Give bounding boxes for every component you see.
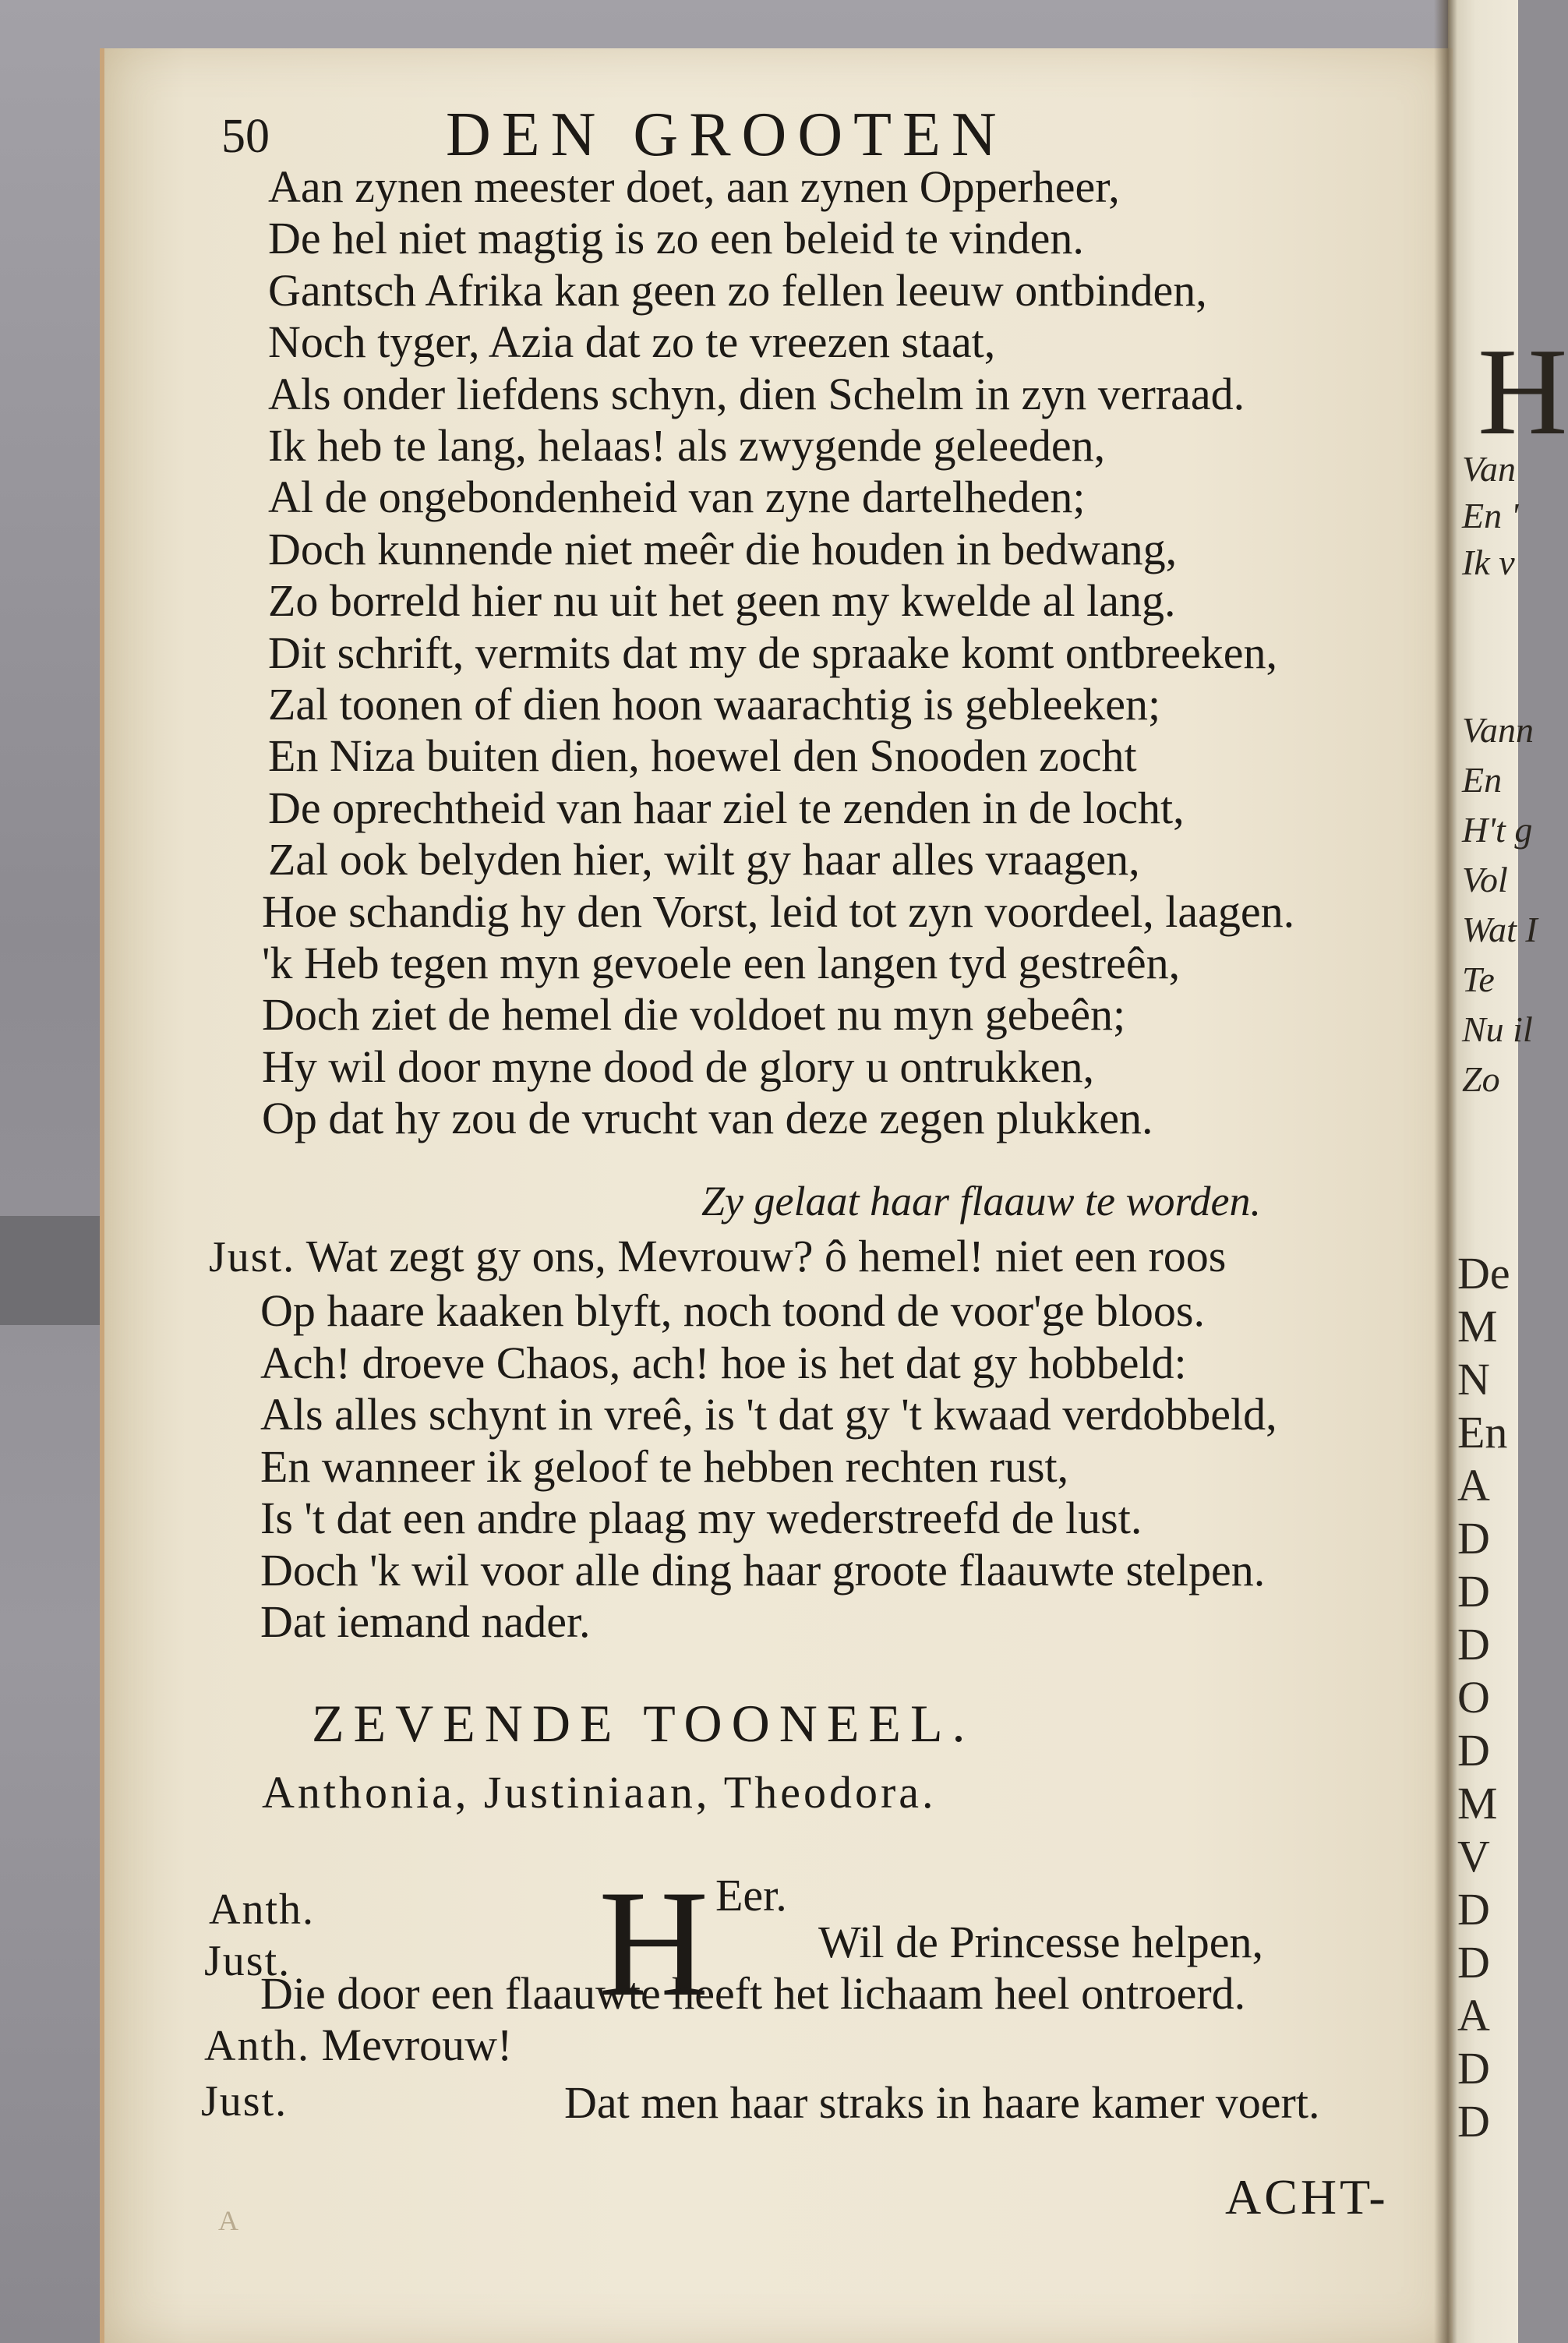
- speech-line: Op haare kaaken blyft, noch toond de voor'ge bloos.: [260, 1285, 1205, 1336]
- signature-mark: A: [218, 2205, 238, 2236]
- facing-page-fragment: D: [1457, 1566, 1490, 1617]
- facing-page-fragment: D: [1457, 1513, 1490, 1564]
- facing-page-fragment: Wat I: [1462, 910, 1538, 949]
- facing-page-fragment: En ': [1462, 496, 1519, 535]
- facing-page-fragment: Zo: [1462, 1059, 1500, 1099]
- facing-page-fragment: En: [1457, 1407, 1508, 1458]
- facing-page-fragment: Vol: [1462, 860, 1508, 899]
- verse-line: Zal toonen of dien hoon waarachtig is gebleeken;: [268, 679, 1161, 730]
- page-number: 50: [221, 110, 270, 163]
- verse-line: Doch kunnende niet meêr die houden in bedwang,: [268, 524, 1178, 574]
- speech-first-line: [209, 1230, 1226, 1282]
- speech-line: Is 't dat een andre plaag my wederstreefd de lust.: [260, 1493, 1142, 1543]
- facing-page-fragment: D: [1457, 1619, 1490, 1670]
- speaker-label: Just.: [209, 1233, 296, 1281]
- cloth-fold: [0, 1216, 109, 1325]
- facing-page-fragment: D: [1457, 2096, 1490, 2147]
- speech-line: En wanneer ik geloof te hebben rechten rust,: [260, 1441, 1069, 1492]
- speaker-label: Just.: [201, 2077, 288, 2126]
- speaker-label: Anth.: [209, 1885, 315, 1934]
- facing-page-fragment: Van: [1462, 449, 1516, 489]
- scene-title: ZEVENDE TOONEEL.: [312, 1694, 975, 1753]
- speech-line: Doch 'k wil voor alle ding haar groote flaauwte stelpen.: [260, 1545, 1266, 1596]
- speech-line: Dat iemand nader.: [260, 1596, 591, 1647]
- dialogue-line: [204, 2019, 512, 2071]
- facing-page: [1448, 0, 1568, 2343]
- facing-page-fragment: M: [1457, 1301, 1498, 1352]
- dialogue-line: Eer.: [715, 1870, 787, 1921]
- cast-list: Anthonia, Justiniaan, Theodora.: [262, 1767, 937, 1818]
- facing-page-fragment: D: [1457, 1725, 1490, 1776]
- verse-line: 'k Heb tegen myn gevoele een langen tyd gestreên,: [262, 938, 1181, 988]
- verse-line: Noch tyger, Azia dat zo te vreezen staat,: [268, 316, 996, 367]
- speaker-label: Just.: [204, 1937, 291, 1985]
- verse-line: Ik heb te lang, helaas! als zwygende geleeden,: [268, 420, 1106, 471]
- facing-page-fragment: Vann: [1462, 710, 1534, 750]
- facing-page-fragment: N: [1457, 1354, 1490, 1405]
- facing-page-fragment: A: [1457, 1460, 1490, 1511]
- dialogue-line: Die door een flaauwte heeft het lichaam heel ontroerd.: [260, 1968, 1246, 2019]
- verse-line: Hoe schandig hy den Vorst, leid tot zyn voordeel, laagen.: [262, 886, 1295, 937]
- facing-page-fragment: En: [1462, 760, 1503, 800]
- facing-page-fragment: V: [1457, 1831, 1490, 1882]
- speech-line: Als alles schynt in vreê, is 't dat gy 't kwaad verdobbeld,: [260, 1389, 1277, 1440]
- dialogue-line: Dat men haar straks in haare kamer voert.: [564, 2077, 1320, 2128]
- verse-line: Hy wil door myne dood de glory u ontrukken,: [262, 1041, 1095, 1092]
- speech-line: Ach! droeve Chaos, ach! hoe is het dat gy hobbeld:: [260, 1338, 1187, 1388]
- speech-text: Wat zegt gy ons, Mevrouw? ô hemel! niet een roos: [305, 1231, 1227, 1281]
- dialogue-line: Wil de Princesse helpen,: [818, 1917, 1264, 1967]
- speaker-label: Anth.: [204, 2022, 310, 2070]
- facing-page-fragment: H't g: [1462, 810, 1533, 850]
- verse-line: Dit schrift, vermits dat my de spraake komt ontbreeken,: [268, 627, 1277, 678]
- verse-line: Zal ook belyden hier, wilt gy haar alles vraagen,: [268, 834, 1140, 885]
- verse-line: En Niza buiten dien, hoewel den Snooden zocht: [268, 730, 1137, 781]
- facing-page-fragment: Te: [1462, 959, 1495, 999]
- stage-direction: Zy gelaat haar flaauw te worden.: [701, 1178, 1261, 1225]
- facing-page-drop-cap: H: [1478, 322, 1568, 461]
- verse-line: Al de ongebondenheid van zyne dartelheden;: [268, 472, 1086, 522]
- verse-line: Als onder liefdens schyn, dien Schelm in zyn verraad.: [268, 369, 1245, 419]
- facing-page-fragment: D: [1457, 2043, 1490, 2094]
- verse-line: Doch ziet de hemel die voldoet nu myn gebeên;: [262, 989, 1126, 1040]
- facing-page-fragment: D: [1457, 1937, 1490, 1988]
- facing-page-fragment: De: [1457, 1248, 1510, 1299]
- catchword: ACHT-: [1225, 2169, 1389, 2225]
- facing-page-fragment: O: [1457, 1672, 1490, 1723]
- facing-page-fragment: D: [1457, 1884, 1490, 1935]
- book-gutter: [1434, 0, 1457, 2343]
- verse-line: Aan zynen meester doet, aan zynen Opperheer,: [268, 161, 1120, 212]
- drop-cap: H: [599, 1859, 709, 2028]
- verse-line: De oprechtheid van haar ziel te zenden in de locht,: [268, 783, 1185, 833]
- verse-line: De hel niet magtig is zo een beleid te vinden.: [268, 213, 1084, 263]
- facing-page-fragment: M: [1457, 1778, 1498, 1829]
- verse-line: Op dat hy zou de vrucht van deze zegen plukken.: [262, 1093, 1153, 1143]
- verse-line: Gantsch Afrika kan geen zo fellen leeuw ontbinden,: [268, 265, 1207, 316]
- facing-page-fragment: Ik v: [1462, 542, 1515, 582]
- verse-line: Zo borreld hier nu uit het geen my kwelde al lang.: [268, 575, 1176, 626]
- facing-page-fragment: A: [1457, 1990, 1490, 2041]
- dialogue-text: Mevrouw!: [321, 2020, 513, 2070]
- facing-page-fragment: Nu il: [1462, 1009, 1533, 1049]
- running-head: DEN GROOTEN: [446, 101, 1008, 169]
